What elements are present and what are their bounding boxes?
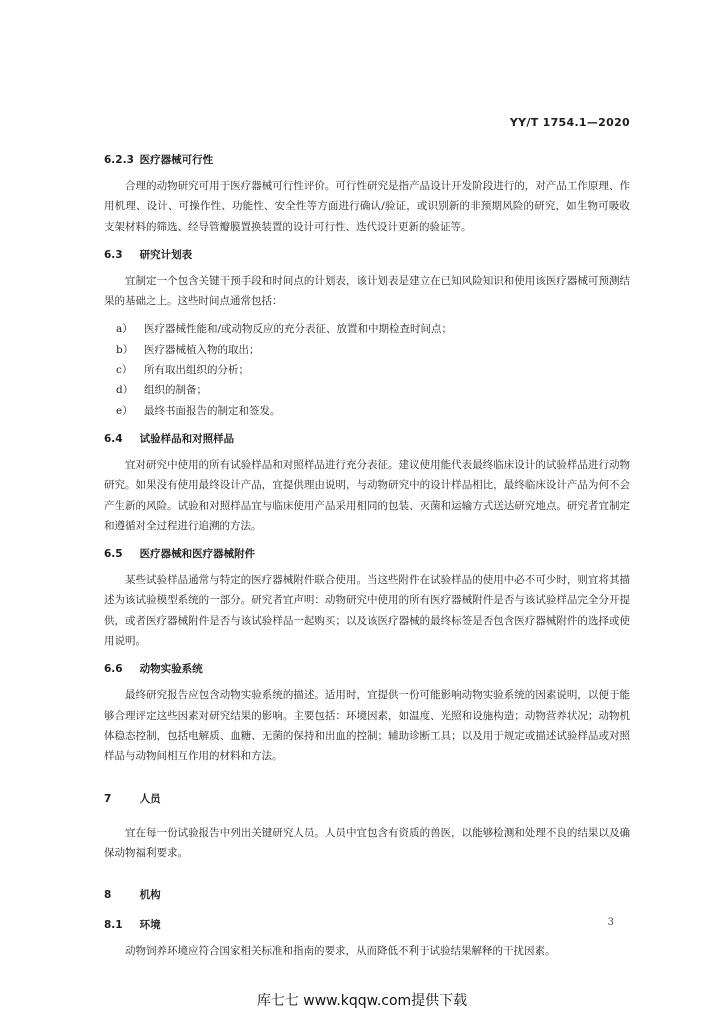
section-heading-6-3: 6.3 研究计划表 (104, 248, 193, 261)
document-body (104, 150, 630, 969)
section-heading-8: 8 机构 (104, 889, 161, 902)
section-paragraph: 宜对研究中使用的所有试验样品和对照样品进行充分表征。建议使用能代表最终临床设计的试验样品进行动物研究。如果没有使用最终设计产品，宜提供理由说明，与动物研究中的设计样品相比，最终临床设计产品为何不会产生新的风险。试验和对照样品宜与临床使用产品采用相同的包装、灭菌和运输方式送达研究地点。研究者宜制定和遵循对全过程进行追溯的方法。 (104, 458, 630, 532)
section-heading-7: 7 人员 (104, 792, 161, 805)
section-paragraph: 动物饲养环境应符合国家相关标准和指南的要求，从而降低不利于试验结果解释的干扰因素。 (125, 945, 556, 958)
standard-code: YY/T 1754.1—2020 (509, 116, 630, 129)
section-heading-6-5: 6.5 医疗器械和医疗器械附件 (104, 548, 256, 561)
page-number: 3 (607, 917, 614, 928)
section-paragraph: 宜制定一个包含关键干预手段和时间点的计划表，该计划表是建立在已知风险知识和使用该医疗器械可预测结果的基础之上。这些时间点通常包括： (104, 274, 630, 308)
list-item: a） 医疗器械性能和/或动物反应的充分表征、放置和中期检查时间点； (116, 323, 453, 336)
section-heading-6-6: 6.6 动物实验系统 (104, 663, 203, 676)
section-paragraph: 合理的动物研究可用于医疗器械可行性评价。可行性研究是指产品设计开发阶段进行的，对产品工作原理、作用机理、设计、可操作性、功能性、安全性等方面进行确认/验证，或识别新的非预期风险的研究，如生物可吸收支架材料的筛选、经导管瓣膜置换装置的设计可行性、迭代设计更新的验证等。 (104, 180, 630, 233)
list-item: c） 所有取出组织的分析； (116, 364, 249, 377)
section-paragraph: 某些试验样品通常与特定的医疗器械附件联合使用。当这些附件在试验样品的使用中必不可少时，则宜将其描述为该试验模型系统的一部分。研究者宜声明：动物研究中使用的所有医疗器械附件是否与该试验样品完全分开提供，或者医疗器械附件是否与该试验样品一起购买；以及该医疗器械的最终标签是否包含医疗器械附件的选择或使用说明。 (104, 574, 630, 648)
section-heading-8-1: 8.1 环境 (104, 919, 161, 932)
timepoint-list (116, 319, 630, 420)
section-paragraph: 宜在每一份试验报告中列出关键研究人员。人员中宜包含有资质的兽医，以能够检测和处理不良的结果以及确保动物福利要求。 (104, 826, 630, 859)
download-watermark: 库七七 www.kqqw.com提供下载 (256, 993, 468, 1009)
list-item: d） 组织的制备； (116, 384, 207, 397)
list-item: e） 最终书面报告的制定和签发。 (116, 404, 281, 417)
section-paragraph: 最终研究报告应包含动物实验系统的描述。适用时，宜提供一份可能影响动物实验系统的因素说明，以便于能够合理评定这些因素对研究结果的影响。主要包括：环境因素，如温度、光照和设施构造；动物营养状况；动物机体稳态控制，包括电解质、血糖、无菌的保持和出血的控制；辅助诊断工具；以及用于规定或描述试验样品或对照样品与动物间相互作用的材料和方法。 (104, 689, 630, 763)
list-item: b） 医疗器械植入物的取出； (116, 343, 260, 356)
section-heading-6-2-3: 6.2.3 医疗器械可行性 (104, 154, 214, 166)
section-heading-6-4: 6.4 试验样品和对照样品 (104, 432, 235, 445)
